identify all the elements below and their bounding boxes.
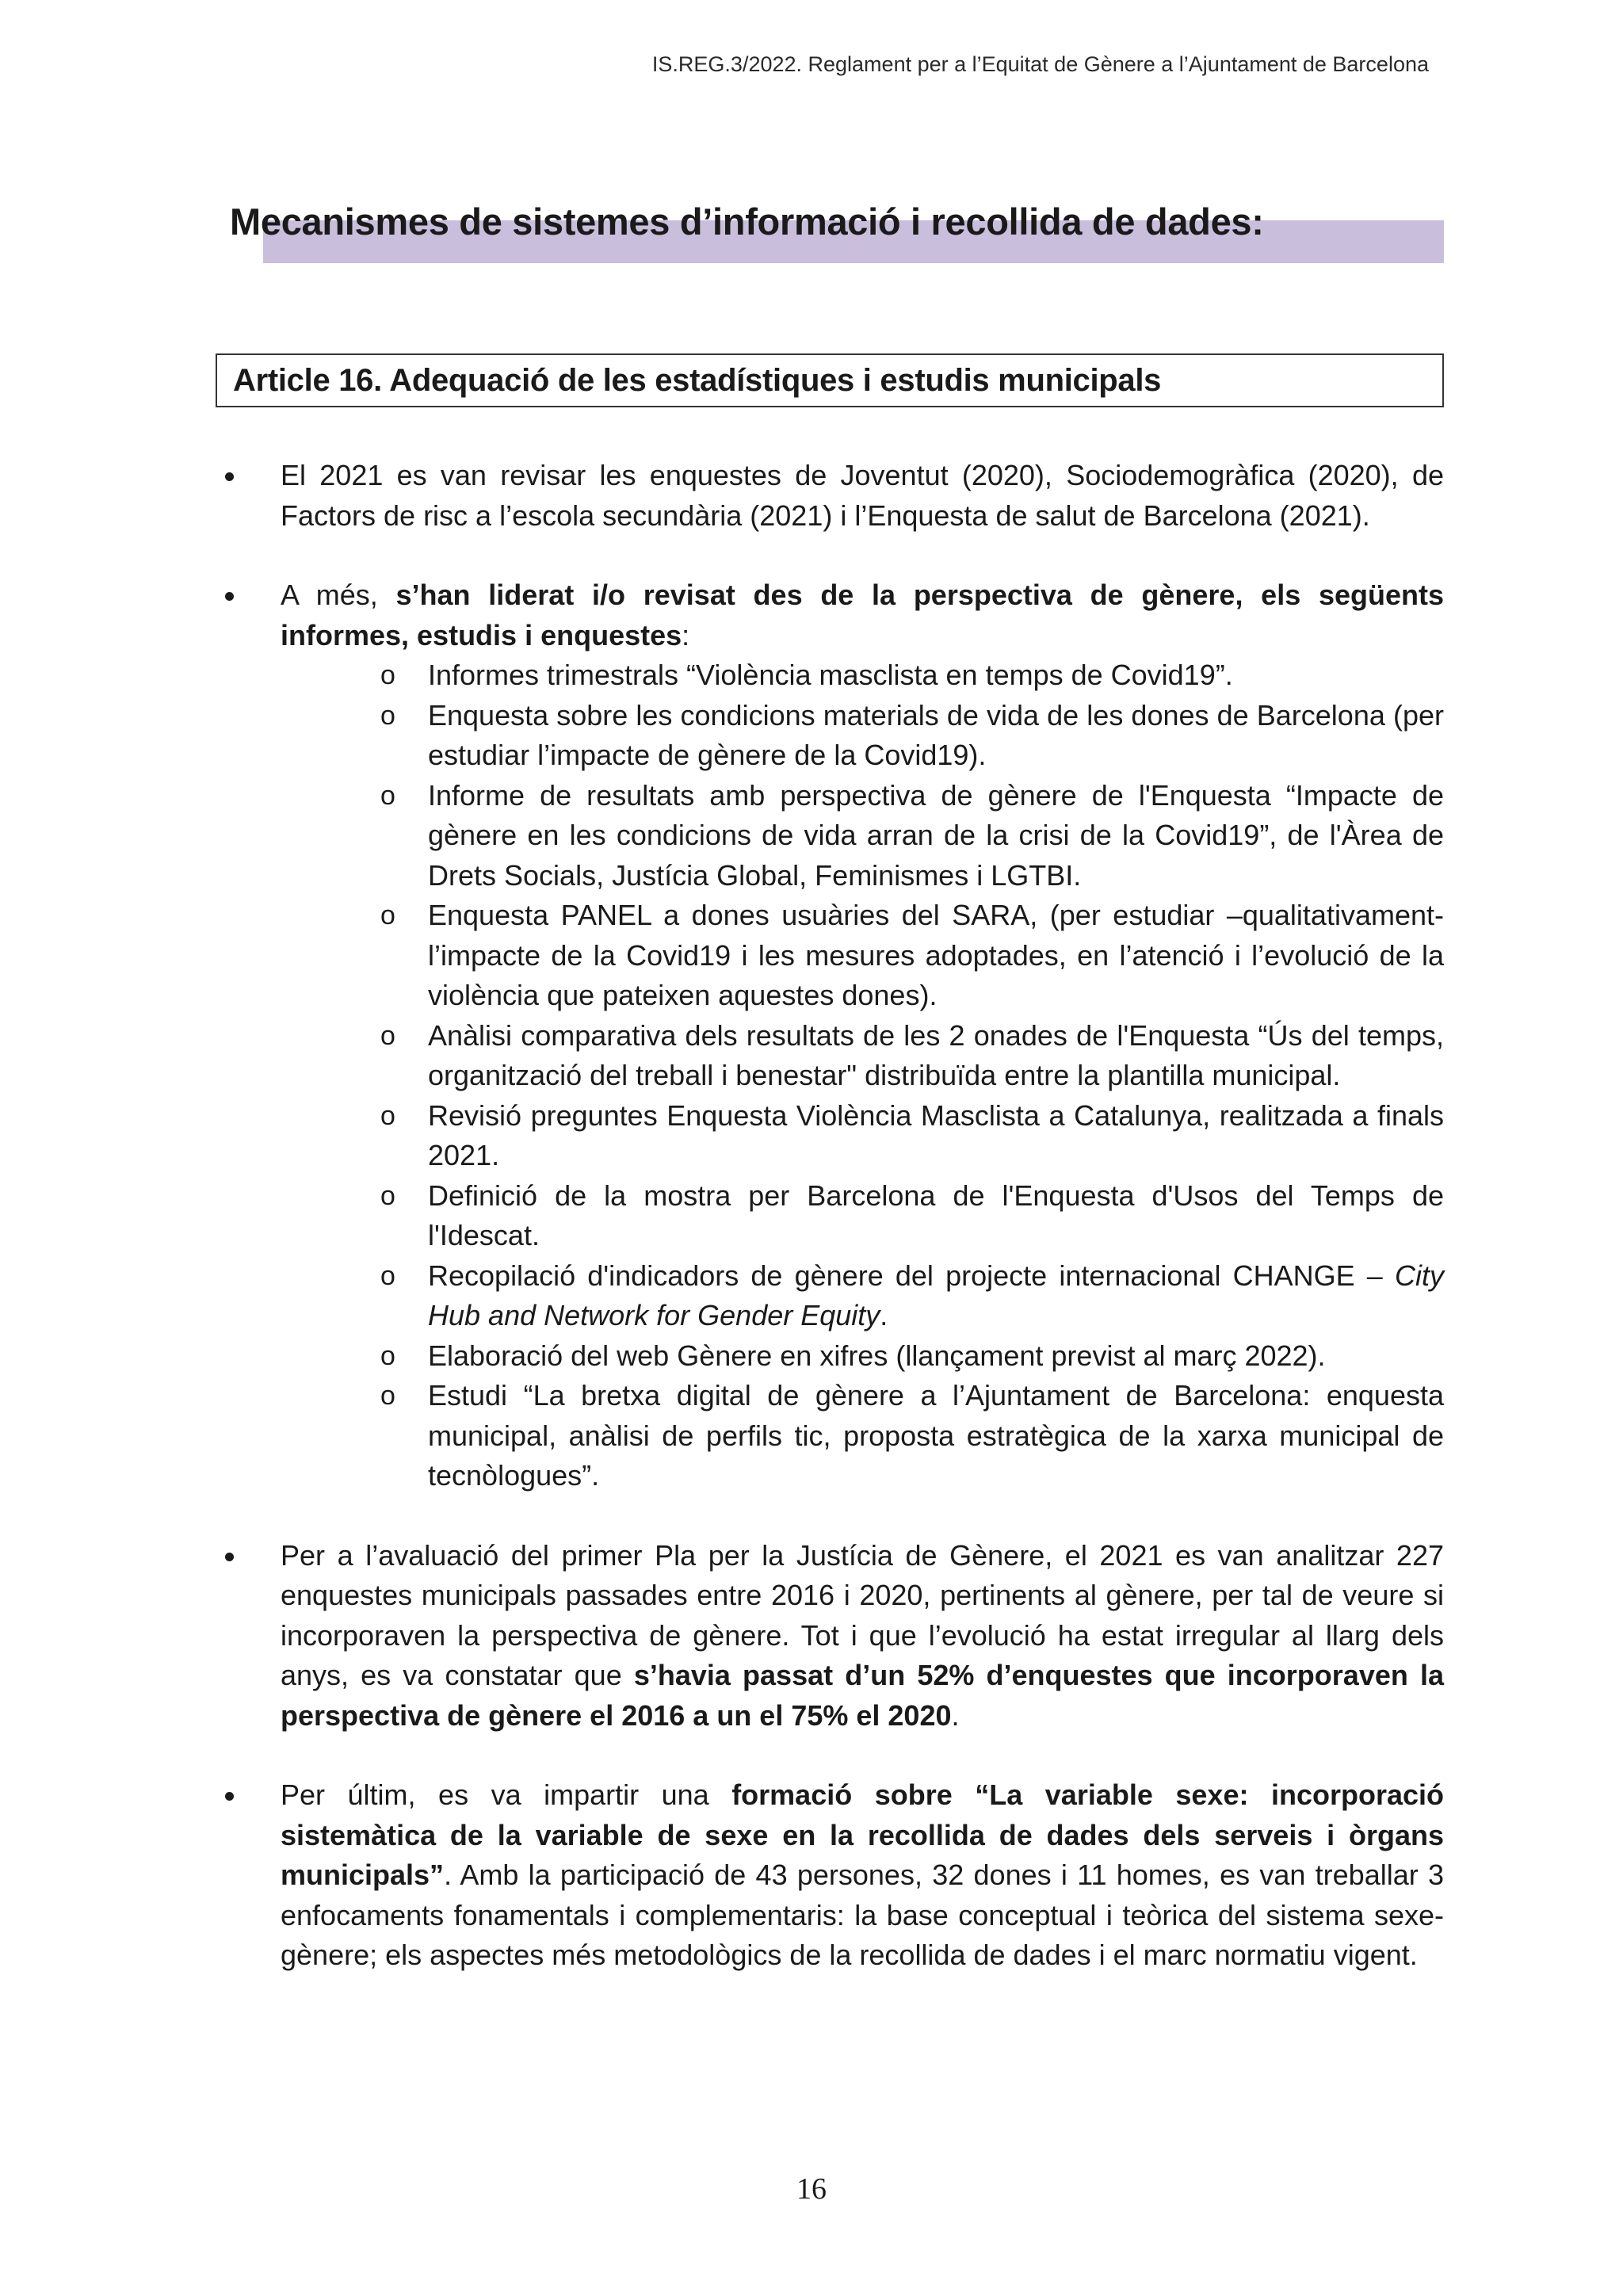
section-title: Mecanismes de sistemes d’informació i recollida de dades: bbox=[230, 201, 1264, 243]
bullet-text bbox=[281, 1775, 1444, 1976]
document-header: IS.REG.3/2022. Reglament per a l’Equitat de Gènere a l’Ajuntament de Barcelona bbox=[651, 52, 1429, 76]
sub-list-item: o Anàlisi comparativa dels resultats de les 2 onades de l'Enquesta “Ús del temps, organització del treball i benestar" distribuïda entre la plantilla municipal. bbox=[428, 1016, 1444, 1096]
sub-list-item: o Informes trimestrals “Violència masclista en temps de Covid19”. bbox=[428, 655, 1444, 696]
bullet-text: El 2021 es van revisar les enquestes de Joventut (2020), Sociodemogràfica (2020), de Factors de risc a l’escola secundària (2021) i l’Enquesta de salut de Barcelona (2021). bbox=[281, 459, 1444, 532]
bullet-text-tail: . bbox=[951, 1698, 960, 1732]
sub-list-item: o Revisió preguntes Enquesta Violència Masclista a Catalunya, realitzada a finals 2021. bbox=[428, 1096, 1444, 1176]
bullet-text bbox=[281, 575, 1444, 655]
bullet-text-bold: s’han liderat i/o revisat des de la perspectiva de gènere, els següents informes, estudis i enquestes bbox=[281, 579, 1444, 651]
article-title: Article 16. Adequació de les estadístiques i estudis municipals bbox=[233, 363, 1162, 398]
sub-item-lead: Recopilació d'indicadors de gènere del projecte internacional CHANGE – bbox=[428, 1259, 1395, 1292]
section-heading bbox=[230, 200, 1458, 263]
sub-list-item: o Elaboració del web Gènere en xifres (llançament previst al març 2022). bbox=[428, 1336, 1444, 1377]
sub-list bbox=[281, 655, 1444, 1496]
bullet-text-tail: : bbox=[682, 618, 690, 651]
sub-list-item: o Estudi “La bretxa digital de gènere a l’Ajuntament de Barcelona: enquesta municipal, anàlisi de perfils tic, proposta estratègica de la xarxa municipal de tecnòlogues”. bbox=[428, 1376, 1444, 1496]
bullet-text-bold: s’havia passat d’un 52% d’enquestes que incorporaven la perspectiva de gènere el 2016 a un el 75% el 2020 bbox=[281, 1659, 1444, 1732]
bullet-text-lead: Per últim, es va impartir una bbox=[281, 1778, 732, 1811]
bullet-text-lead: Per a l’avaluació del primer Pla per la Justícia de Gènere, el 2021 es van analitzar 227 enquestes municipals passades entre 2016 i 2020, pertinents al gènere, per tal de veure si incorporaven la perspectiva de gènere. Tot i que l’evolució ha estat irregular al llarg dels anys, es va constatar que bbox=[281, 1538, 1444, 1691]
bullet-text-bold: formació sobre “La variable sexe: incorporació sistemàtica de la variable de sexe en la recollida de dades dels serveis i òrgans municipals” bbox=[281, 1778, 1444, 1891]
bullet-item bbox=[216, 1775, 1444, 1976]
bullet-item bbox=[216, 1536, 1444, 1736]
bullet-item bbox=[216, 575, 1444, 1496]
sub-list-item: o Enquesta sobre les condicions materials de vida de les dones de Barcelona (per estudiar l’impacte de gènere de la Covid19). bbox=[428, 696, 1444, 776]
document-body bbox=[216, 456, 1444, 2015]
sub-list-item: o Informe de resultats amb perspectiva de gènere de l'Enquesta “Impacte de gènere en les condicions de vida arran de la crisi de la Covid19”, de l'Àrea de Drets Socials, Justícia Global, Feminismes i LGTBI. bbox=[428, 776, 1444, 896]
bullet-text-tail: . Amb la participació de 43 persones, 32 dones i 11 homes, es van treballar 3 enfocaments fonamentals i complementaris: la base conceptual i teòrica del sistema sexe-gènere; els aspectes més metodològics de la recollida de dades i el marc normatiu vigent. bbox=[281, 1859, 1444, 1971]
bullet-text-lead: A més, bbox=[281, 579, 396, 611]
sub-list-item: o Enquesta PANEL a dones usuàries del SARA, (per estudiar –qualitativament- l’impacte de la Covid19 i les mesures adoptades, en l’atenció i l’evolució de la violència que pateixen aquestes dones). bbox=[428, 896, 1444, 1016]
sub-item-italic: City Hub and Network for Gender Equity bbox=[428, 1259, 1444, 1331]
bullet-text bbox=[281, 1536, 1444, 1736]
sub-list-item: o Definició de la mostra per Barcelona de l'Enquesta d'Usos del Temps de l'Idescat. bbox=[428, 1176, 1444, 1256]
sub-list-item bbox=[428, 1256, 1444, 1336]
article-heading-box bbox=[216, 353, 1444, 407]
page-number: 16 bbox=[796, 2172, 827, 2206]
sub-item-tail: . bbox=[880, 1299, 888, 1331]
bullet-item bbox=[216, 456, 1444, 536]
